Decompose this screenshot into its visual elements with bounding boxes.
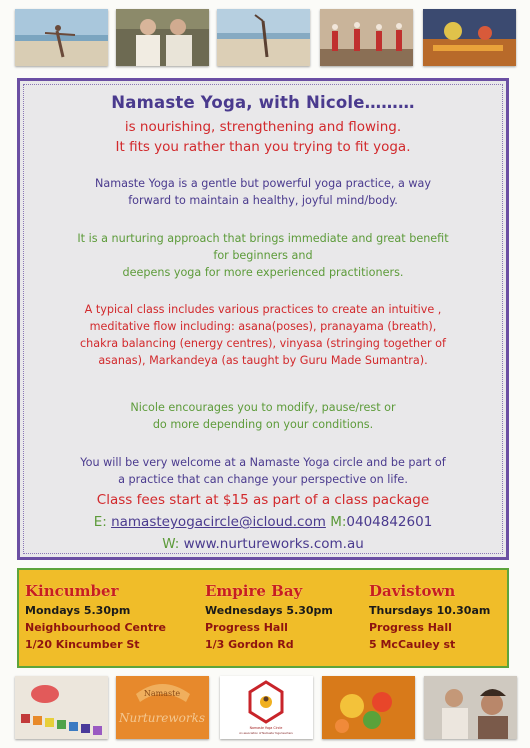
photo-offering — [322, 676, 415, 739]
class-line-3: chakra balancing (energy centres), vinyasa (stringing together of — [80, 337, 446, 350]
offering-image — [322, 676, 415, 739]
svg-text:Nurtureworks: Nurtureworks — [118, 711, 206, 725]
photo-chakra-stones — [15, 676, 108, 739]
email-link[interactable]: namasteyogacircle@icloud.com — [111, 514, 326, 530]
venue-time: Thursdays 10.30am — [369, 604, 491, 617]
beach-pose-image — [15, 9, 108, 66]
group-class-image — [320, 9, 413, 66]
info-panel — [17, 78, 509, 560]
venue-address: 1/20 Kincumber St — [25, 638, 140, 651]
svg-text:Namaste Yoga Circle: Namaste Yoga Circle — [249, 726, 283, 730]
badge-logo-image — [220, 676, 313, 739]
venue-city: Empire Bay — [205, 582, 303, 600]
photo-altar — [423, 9, 516, 66]
class-line-1: A typical class includes various practices to create an intuitive , — [84, 303, 442, 316]
benefit-line-1: It is a nurturing approach that brings immediate and great benefit — [77, 232, 449, 245]
venue-davistown — [369, 582, 490, 651]
benefit-line-3: deepens yoga for more experienced practitioners. — [122, 266, 404, 279]
venue-hall: Progress Hall — [369, 621, 452, 634]
beach-stretch-image — [217, 9, 310, 66]
encourage-line-2: do more depending on your conditions. — [152, 418, 374, 431]
venue-city: Kincumber — [25, 582, 119, 600]
class-pair-image — [424, 676, 517, 739]
venue-city: Davistown — [369, 582, 456, 600]
photo-couple — [116, 9, 209, 66]
tagline-line-1: is nourishing, strengthening and flowing. — [124, 119, 402, 135]
nurtureworks-logo-image — [116, 676, 209, 739]
venue-empire-bay — [205, 582, 333, 651]
contact-email-mobile — [20, 514, 506, 530]
venue-address: 5 McCauley st — [369, 638, 456, 651]
couple-image — [116, 9, 209, 66]
mobile-prefix: M: — [330, 514, 347, 530]
class-fees: Class fees start at $15 as part of a class package — [96, 492, 430, 508]
benefit-line-2: for beginners and — [213, 249, 313, 262]
email-prefix: E: — [93, 514, 107, 530]
web-link[interactable]: www.nurtureworks.com.au — [183, 536, 364, 552]
encourage-line-1: Nicole encourages you to modify, pause/rest or — [130, 401, 396, 414]
venue-time: Wednesdays 5.30pm — [205, 604, 333, 617]
venue-time: Mondays 5.30pm — [25, 604, 131, 617]
web-prefix: W: — [162, 536, 180, 552]
altar-image — [423, 9, 516, 66]
mobile-number: 0404842601 — [346, 514, 433, 530]
welcome-line-2: a practice that can change your perspective on life. — [118, 473, 408, 486]
class-line-4: asanas), Markandeya (as taught by Guru Made Sumantra). — [98, 354, 428, 367]
welcome-line-1: You will be very welcome at a Namaste Yoga circle and be part of — [80, 456, 446, 469]
nurtureworks-logo — [116, 676, 209, 739]
intro-line-2: forward to maintain a healthy, joyful mind/body. — [128, 194, 398, 207]
venue-kincumber — [25, 582, 166, 651]
chakra-stones-image — [15, 676, 108, 739]
svg-text:Namaste: Namaste — [143, 689, 181, 698]
contact-web — [20, 536, 506, 552]
flyer-title: Namaste Yoga, with Nicole……… — [111, 93, 415, 112]
tagline-line-2: It fits you rather than you trying to fit yoga. — [115, 139, 411, 155]
venues-box — [17, 568, 509, 668]
photo-class-pair — [424, 676, 517, 739]
intro-line-1: Namaste Yoga is a gentle but powerful yoga practice, a way — [94, 177, 432, 190]
venue-hall: Neighbourhood Centre — [25, 621, 166, 634]
venue-address: 1/3 Gordon Rd — [205, 638, 294, 651]
svg-text:An association of Namaste Yoga: An association of Namaste Yoga teachers — [239, 732, 293, 735]
class-line-2: meditative flow including: asana(poses), pranayama (breath), — [89, 320, 437, 333]
namaste-yoga-circle-badge — [220, 676, 313, 739]
photo-group-class — [320, 9, 413, 66]
photo-beach-stretch — [217, 9, 310, 66]
photo-beach-pose — [15, 9, 108, 66]
venue-hall: Progress Hall — [205, 621, 288, 634]
